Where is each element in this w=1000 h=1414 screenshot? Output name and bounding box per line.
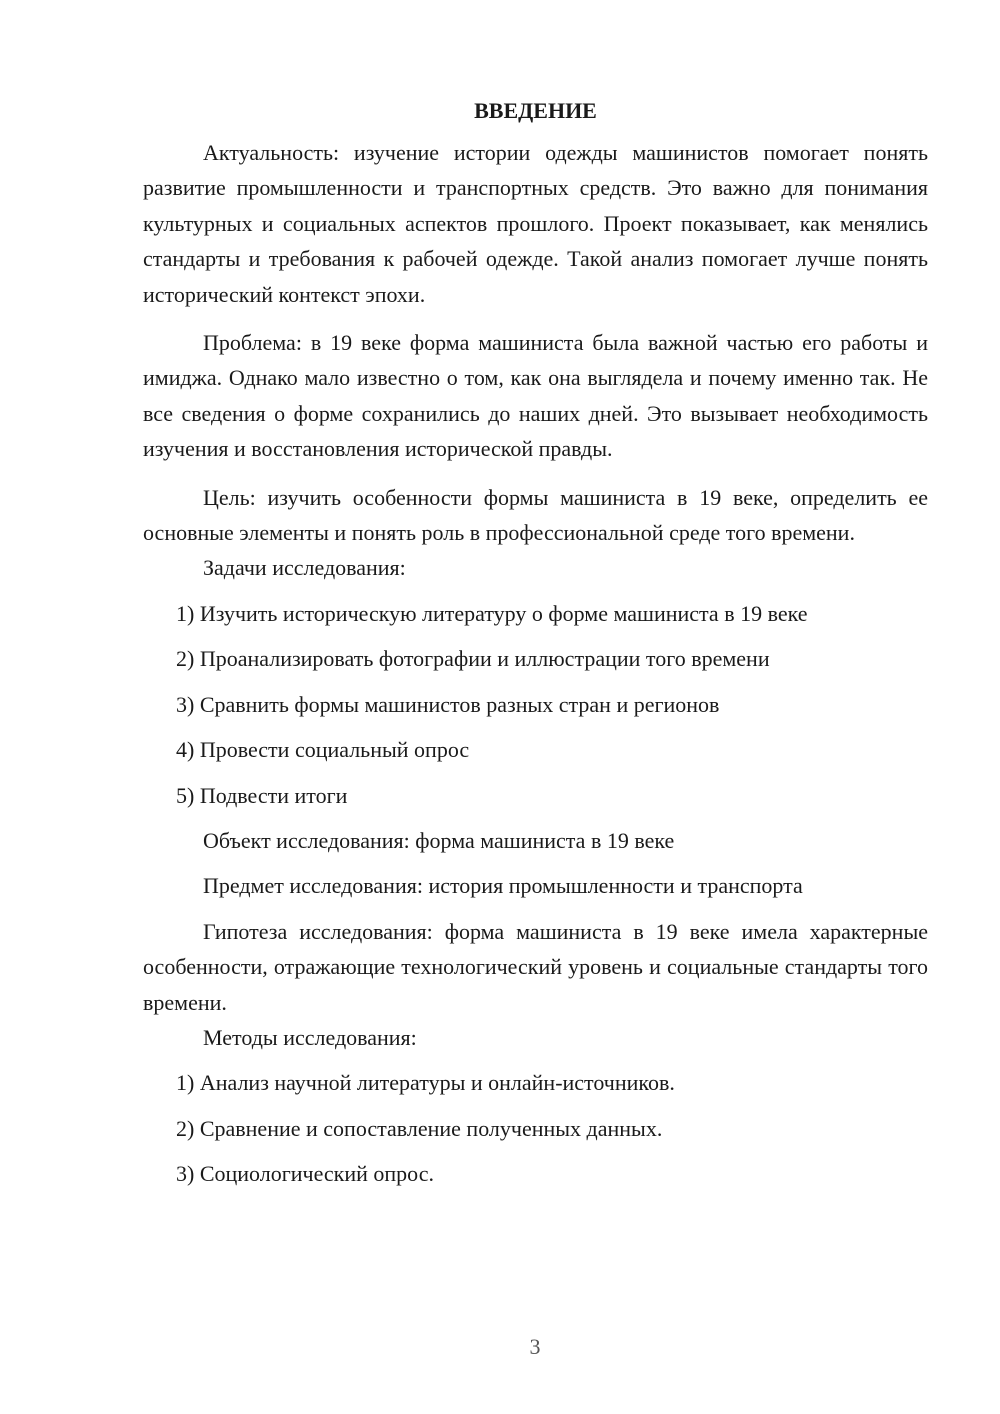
tasks-heading: Задачи исследования: (203, 555, 406, 581)
goal-paragraph: Цель: изучить особенности формы машиниста в 19 веке, определить ее основные элементы и понять роль в профессиональной среде того времени. (143, 484, 928, 546)
list-item: 2) Сравнение и сопоставление полученных данных. (176, 1115, 663, 1141)
research-object: Объект исследования: форма машиниста в 19 веке (203, 827, 675, 853)
problem-paragraph: Проблема: в 19 веке форма машиниста была важной частью его работы и имиджа. Однако мало известно о том, как она выглядела и почему именно так. Не все сведения о форме сохранились до наших дней. Это вызывает необходимость изучения и восстановления исторической правды. (143, 330, 928, 462)
relevance-paragraph: Актуальность: изучение истории одежды машинистов помогает понять развитие промышленности и транспортных средств. Это важно для понимания культурных и социальных аспектов прошлого. Проект показывает, как менялись стандарты и требования к рабочей одежде. Такой анализ помогает лучше понять исторический контекст эпохи. (143, 140, 928, 307)
page-number: 3 (529, 1334, 541, 1359)
page-title: ВВЕДЕНИЕ (474, 98, 597, 123)
list-item: 4) Провести социальный опрос (176, 737, 470, 763)
list-item: 2) Проанализировать фотографии и иллюстрации того времени (176, 646, 770, 672)
research-subject: Предмет исследования: история промышленности и транспорта (203, 873, 803, 899)
list-item: 3) Сравнить формы машинистов разных стран и регионов (176, 691, 720, 717)
list-item: 1) Изучить историческую литературу о форме машиниста в 19 веке (176, 600, 808, 626)
document-page (143, 96, 928, 1192)
list-item: 3) Социологический опрос. (176, 1161, 434, 1187)
list-item: 5) Подвести итоги (176, 782, 348, 808)
methods-heading: Методы исследования: (203, 1024, 417, 1050)
hypothesis-paragraph: Гипотеза исследования: форма машиниста в 19 веке имела характерные особенности, отражающие технологический уровень и социальные стандарты того времени. (143, 918, 928, 1015)
list-item: 1) Анализ научной литературы и онлайн-источников. (176, 1070, 675, 1096)
